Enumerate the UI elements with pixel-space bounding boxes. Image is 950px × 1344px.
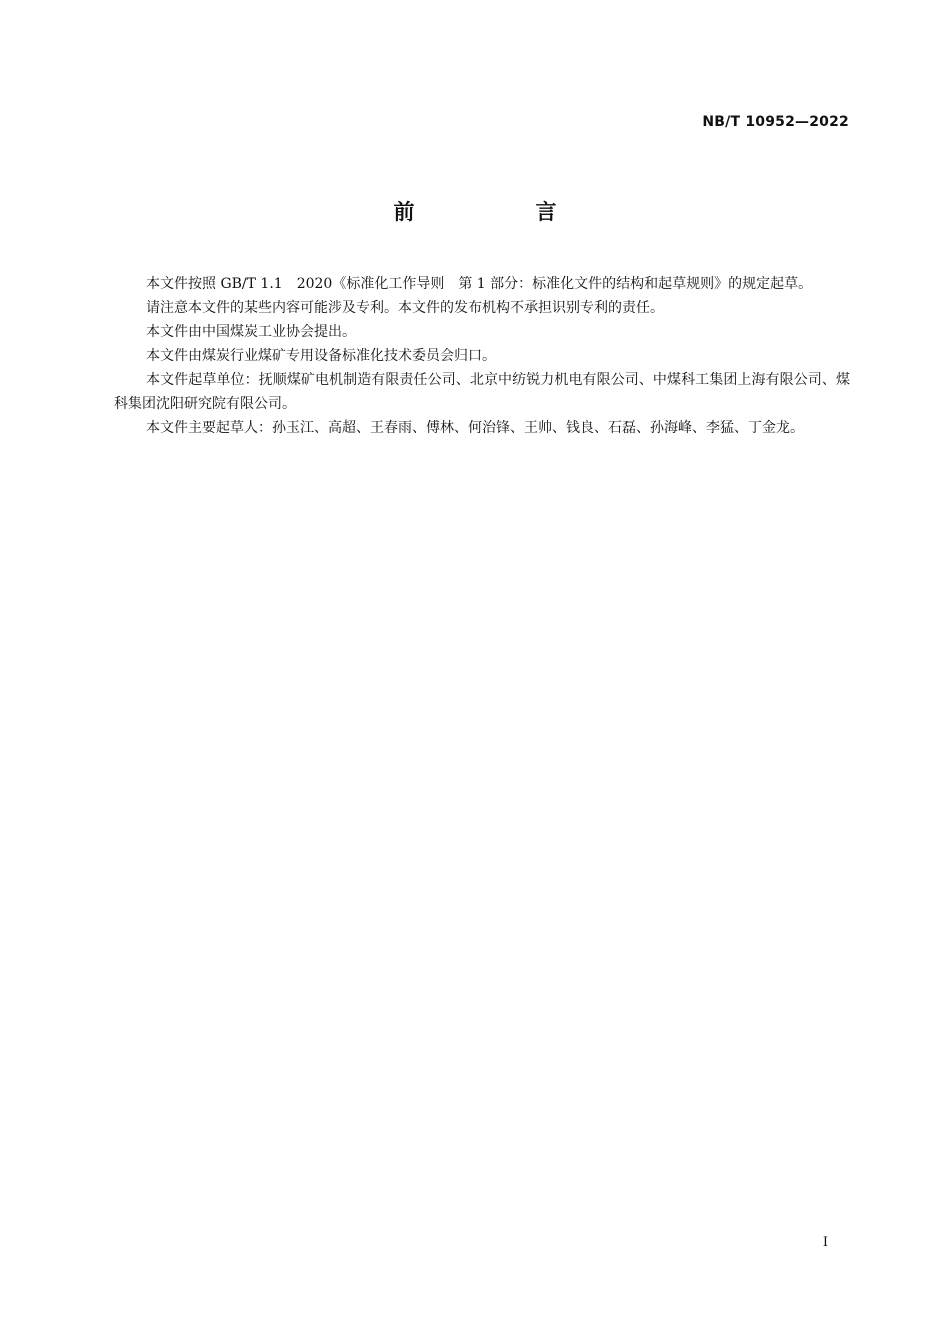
paragraph-drafting-basis: 本文件按照 GB/T 1.1 2020《标准化工作导则 第 1 部分：标准化文件的结构和起草规则》的规定起草。 <box>146 276 813 292</box>
page-number: I <box>822 1235 828 1250</box>
paragraph-drafting-units: 本文件起草单位：抚顺煤矿电机制造有限责任公司、北京中纺锐力机电有限公司、中煤科工集团上海有限公司、煤科集团沈阳研究院有限公司。 <box>114 372 850 412</box>
paragraph-proposer: 本文件由中国煤炭工业协会提出。 <box>146 324 356 340</box>
page-title: 前 言 <box>393 200 607 224</box>
paragraph-patent-notice: 请注意本文件的某些内容可能涉及专利。本文件的发布机构不承担识别专利的责任。 <box>146 300 664 316</box>
paragraph-drafters: 本文件主要起草人：孙玉江、高超、王春雨、傅林、何治锋、王帅、钱良、石磊、孙海峰、李猛、丁金龙。 <box>146 420 804 436</box>
paragraph-technical-committee: 本文件由煤炭行业煤矿专用设备标准化技术委员会归口。 <box>146 348 496 364</box>
foreword-body <box>114 272 850 440</box>
document-code: NB/T 10952—2022 <box>702 114 849 130</box>
